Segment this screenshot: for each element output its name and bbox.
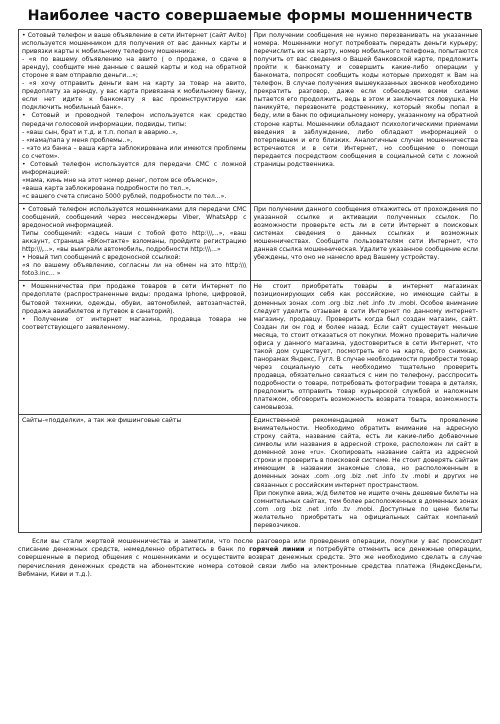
- fraud-types-table: [18, 29, 482, 533]
- recommendation-cell: [250, 30, 482, 204]
- text-line: • Сотовый телефон и ваше объявление в сети Интернет (сайт Avito) используется мошенником для получения от вас данных карты и привязки карты к мобильному телефону мошенника:: [22, 32, 247, 56]
- fraud-description-cell: [19, 203, 251, 280]
- hotline-text: горячей линии: [249, 546, 305, 554]
- text-line: «с вашего счета списано 5000 рублей, подробности по тел...».: [22, 192, 227, 200]
- text-line: - «ваш сын, брат и т.д. и т.п. попал в аварию..»,: [22, 128, 178, 136]
- table-row: [19, 203, 482, 280]
- fraud-description-cell: [19, 30, 251, 204]
- table-row: [19, 30, 482, 204]
- text-line: При получении данного сообщения откажитесь от прохождения по указанной ссылке и активации полученных ссылок. По возможности проверьте есть ли в сети Интернет в поисковых системах сведения о данных ссылках и возможных мошенничествах. Сообщите пользователям сети Интернет, что данная ссылка мошенническая. Удалите указанное сообщение если убеждены, что оно не нанесло вред Вашему устройству.: [253, 205, 478, 262]
- text-line: • Сотовый телефон используется мошенниками для передачи СМС сообщений, сообщений через мессенджеры Viber, WhatsApp с вредоносной информацией.: [22, 205, 247, 230]
- text-line: «я по вашему объявлению, согласны ли на обмен на это http:\\\ foto3.inc... »: [22, 262, 247, 278]
- recommendation-cell: [250, 415, 482, 533]
- text-line: Не стоит приобретать товары в интернет магазинах позиционирующих себя как российские, но имеющие сайты в доменных зонах .com .org .biz .net .info .tv .mobi. Особое внимание следует уделить отзывам в сети Интернет по данному интернет-магазину, продавцу. Проверить когда был создан магазин, сайт. Создан ли он год и более назад. Если сайт существует меньше месяца, то стоит отказаться от покупки. Можно проверить наличие офиса у данного магазина, удостовериться в сети Интернет, что такой дом существует, посмотреть его на карте, фото снимках, панорамах Яндекс, Гугл. В случае необходимости приобрести товар через социальную сеть необходимо тщательно проверить продавца, обязательно связаться с ним по телефону, расспросить подробности о товаре, потребовать фотографии товара в деталях, предложить отправить товар курьерской службой и наложным платежом, обговорить возможность возврата товара, возможность самовывоза.: [253, 283, 478, 412]
- text-line: - «это из банка – ваша карта заблокирована или имеются проблемы со счетом».: [22, 144, 247, 160]
- text-line: При покупке авиа, ж/д билетов не ищите очень дешевые билеты на сомнительных сайтах, тем более расположенных в доменных зонах .com .org .biz .net .info .tv .mobi. Доступные по цене билеты желательно приобретать на официальных сайтах компаний перевозчиков.: [253, 489, 478, 529]
- text-line: «мама, кинь мне на этот номер денег, потом все объясню»,: [22, 176, 218, 184]
- recommendation-cell: [250, 281, 482, 415]
- text-line: Сайты-«подделки», а так же фишинговые сайты: [22, 417, 182, 425]
- text-line: При получении сообщения не нужно перезванивать на указанные номера. Мошенники могут потребовать передать деньги курьеру; перечислить их на карту, номер мобильного телефона, попытаются получить от вас сведения о Вашей банковской карте, предложить пройти к банкомату и совершить какие-либо операции у банкомата, попросят сообщить коды которые приходят к Вам на телефон. В случае получения вышеуказанных звонков необходимо прекратить разговор, даже если собеседник всеми силами пытается его продолжить, ведь в этом и заключается ловушка. Не паникуйте, перезвоните родственнику, который якобы попал в беду, или в банк по официальному номеру, указанному на обратной стороне карты. Мошенники обладают психологическими приемами введения в заблуждение, либо обладают информацией о потерпевшем и его близких. Аналогичные случаи мошенничества встречаются и в сети Интернет, но сообщение о помощи передается посредством сообщения в социальной сети с ложной страницы родственника.: [253, 32, 478, 168]
- text-line: • Сотовый телефон используется для передачи СМС с ложной информацией:: [22, 160, 247, 176]
- fraud-description-cell: [19, 415, 251, 533]
- text-line: - «я по вашему объявлению на авито ( о продаже, о сдаче в аренду), сообщите мне данные с вашей карты и код на обратной стороне я вам отправлю деньги...»;: [22, 56, 247, 80]
- text-line: «ваша карта заблокирована подробности по тел..»,: [22, 184, 191, 192]
- footer-text-1: Если вы стали жертвой мошенничества и заметили, что после разговора или проведения операции, покупки у вас происходит списание денежных средств, немедленно обратитесь в банк по: [18, 537, 482, 554]
- text-line: - «я хочу отправить деньги вам на карту за товар на авито, предоплату за аренду, у вас карта привязана к мобильному банку, если нет идите к банкомату я вас проинструктирую как подключить мобильный банк».: [22, 80, 247, 112]
- text-line: Единственной рекомендацией может быть проявление внимательности. Необходимо обратить внимание на адресную строку сайта, название сайта, есть ли какие-либо добавочные символы или названия в адресной строке, расположен ли сайт в доменной зоне «ru». Скопировать название сайта из адресной строки и проверить в поисковой системе. Не стоит доверять сайтам имеющим в названии знакомые слова, но расположенным в доменных зонах .com .org .biz .net .info .tv .mobi и других не связанных с российским интернет пространством.: [253, 417, 478, 489]
- table-row: [19, 415, 482, 533]
- footer-note: [18, 538, 482, 579]
- table-row: [19, 281, 482, 415]
- text-line: Типы сообщений: «здесь наши с тобой фото http:\\\...», «ваш аккаунт, страница «ВКонтакте» взломаны, пройдите регистрацию http:\\\...», «вы выиграли автомобиль, подробности http:\\\...»: [22, 230, 247, 254]
- footer-text-2: и потребуйте отменить все денежные операции, совершенные в период общения с мошенниками и осуществите возврат денежных средств. Это же необходимо сделать в случае перечисления денежных средств на абонентские номера сотовой связи либо на электронные средства платежа (ЯндексДеньги, Вебмани, Киви и т.д.).: [18, 546, 482, 578]
- text-line: • Получение от интернет магазина, продавца товара не соответствующего заявленному.: [22, 315, 247, 331]
- recommendation-cell: [250, 203, 482, 280]
- page-title: Наиболее часто совершаемые формы мошенничеств: [27, 8, 473, 24]
- fraud-description-cell: [19, 281, 251, 415]
- text-line: - «мама/папа у меня проблемы..»,: [22, 136, 133, 144]
- text-line: • Новый тип сообщений с вредоносной ссылкой:: [22, 254, 181, 262]
- text-line: • Мошенничества при продаже товаров в сети Интернет по предоплате (распространенные виды: продажа Iphone, цифровой, бытовой техники, одежды, обуви, автомобилей, автозапчастей, продажа авиабилетов и путевок в санаторий).: [22, 283, 247, 315]
- text-line: • Сотовый и проводной телефон используется как средство передачи голосовой информации, подвиды, типы:: [22, 112, 247, 128]
